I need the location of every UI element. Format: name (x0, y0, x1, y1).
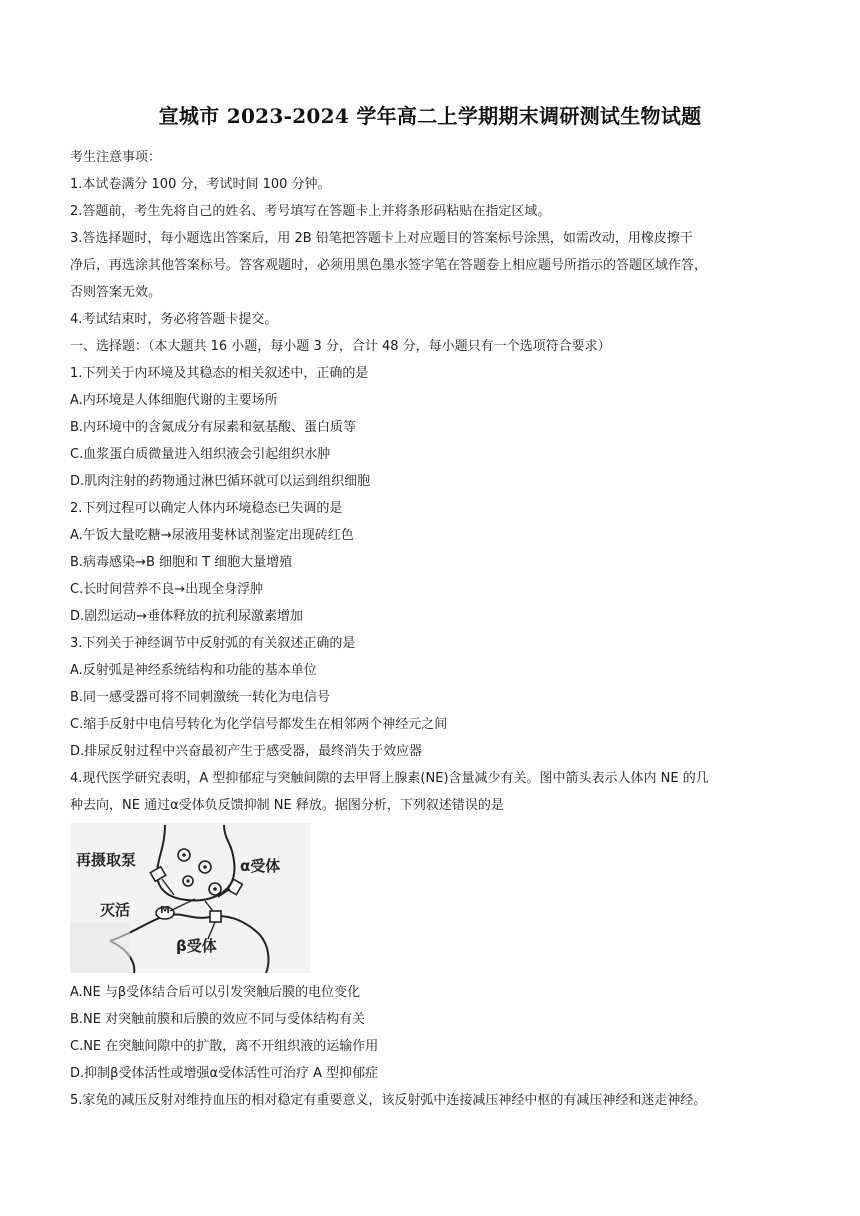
alpha-receptor-label: α受体 (240, 857, 281, 875)
q2-stem: 2.下列过程可以确定人体内环境稳态已失调的是 (70, 501, 343, 516)
exam-title: 宣城市 2023-2024 学年高二上学期期末调研测试生物试题 (158, 104, 702, 128)
q4-option-d: D.抑制β受体活性或增强α受体活性可治疗 A 型抑郁症 (70, 1066, 379, 1081)
q4-option-c: C.NE 在突触间隙中的扩散，离不开组织液的运输作用 (70, 1039, 379, 1054)
inactivation-label: 灭活 (100, 901, 131, 919)
q3-stem: 3.下列关于神经调节中反射弧的有关叙述正确的是 (70, 636, 356, 651)
q2-option-c: C.长时间营养不良→出现全身浮肿 (70, 582, 264, 597)
q4-stem-line-1: 4.现代医学研究表明，A 型抑郁症与突触间隙的去甲肾上腺素(NE)含量减少有关。图中箭头表示人体内 NE 的几 (70, 771, 709, 786)
notice-item-3-cont: 净后，再选涂其他答案标号。答客观题时，必须用黑色墨水签字笔在答题卷上相应题号所指示的答题区域作答， (70, 258, 708, 273)
q3-option-b: B.同一感受器可将不同刺激统一转化为电信号 (70, 690, 331, 705)
q3-option-a: A.反射弧是神经系统结构和功能的基本单位 (70, 663, 317, 678)
notice-item-4: 4.考试结束时，务必将答题卡提交。 (70, 312, 278, 327)
q4-option-b: B.NE 对突触前膜和后膜的效应不同与受体结构有关 (70, 1012, 366, 1027)
q1-stem: 1.下列关于内环境及其稳态的相关叙述中，正确的是 (70, 366, 369, 381)
notice-item-2: 2.答题前，考生先将自己的姓名、考号填写在答题卡上并将条形码粘贴在指定区域。 (70, 204, 551, 219)
notice-item-1: 1.本试卷满分 100 分，考试时间 100 分钟。 (70, 177, 331, 192)
beta-receptor-shape (210, 911, 221, 922)
q5-stem: 5.家兔的减压反射对维持血压的相对稳定有重要意义，该反射弧中连接减压神经中枢的有减压神经和迷走神经。 (70, 1093, 707, 1108)
notice-item-3: 3.答选择题时，每小题选出答案后，用 2B 铅笔把答题卡上对应题目的答案标号涂黑，如需改动，用橡皮擦干 (70, 231, 693, 246)
q4-stem-line-2: 种去向，NE 通过α受体负反馈抑制 NE 释放。据图分析，下列叙述错误的是 (70, 798, 504, 813)
vesicle-content (203, 865, 207, 869)
q2-option-d: D.剧烈运动→垂体释放的抗利尿激素增加 (70, 609, 304, 624)
q2-option-a: A.午饭大量吃糖→尿液用斐林试剂鉴定出现砖红色 (70, 528, 354, 543)
q1-option-b: B.内环境中的含氮成分有尿素和氨基酸、蛋白质等 (70, 420, 357, 435)
q3-option-c: C.缩手反射中电信号转化为化学信号都发生在相邻两个神经元之间 (70, 717, 448, 732)
vesicle-content (213, 887, 217, 891)
synapse-figure (70, 823, 310, 973)
q3-option-d: D.排尿反射过程中兴奋最初产生于感受器，最终消失于效应器 (70, 744, 423, 759)
notice-heading: 考生注意事项： (70, 150, 162, 165)
m-label: M (160, 905, 170, 916)
vesicle-content (186, 879, 189, 882)
section-heading: 一、选择题：（本大题共 16 小题，每小题 3 分，合计 48 分，每小题只有一个选项符合要求） (70, 339, 611, 354)
exam-body (70, 144, 800, 1114)
q1-option-a: A.内环境是人体细胞代谢的主要场所 (70, 393, 278, 408)
reuptake-pump-label: 再摄取泵 (76, 851, 137, 869)
scan-artifact (70, 923, 130, 973)
notice-item-3-end: 否则答案无效。 (70, 285, 162, 300)
beta-receptor-label: β受体 (176, 937, 217, 955)
q4-option-a: A.NE 与β受体结合后可以引发突触后膜的电位变化 (70, 985, 361, 1000)
q2-option-b: B.病毒感染→B 细胞和 T 细胞大量增殖 (70, 555, 293, 570)
vesicle-content (182, 853, 186, 857)
q1-option-c: C.血浆蛋白质微量进入组织液会引起组织水肿 (70, 447, 331, 462)
q1-option-d: D.肌肉注射的药物通过淋巴循环就可以运到组织细胞 (70, 474, 371, 489)
